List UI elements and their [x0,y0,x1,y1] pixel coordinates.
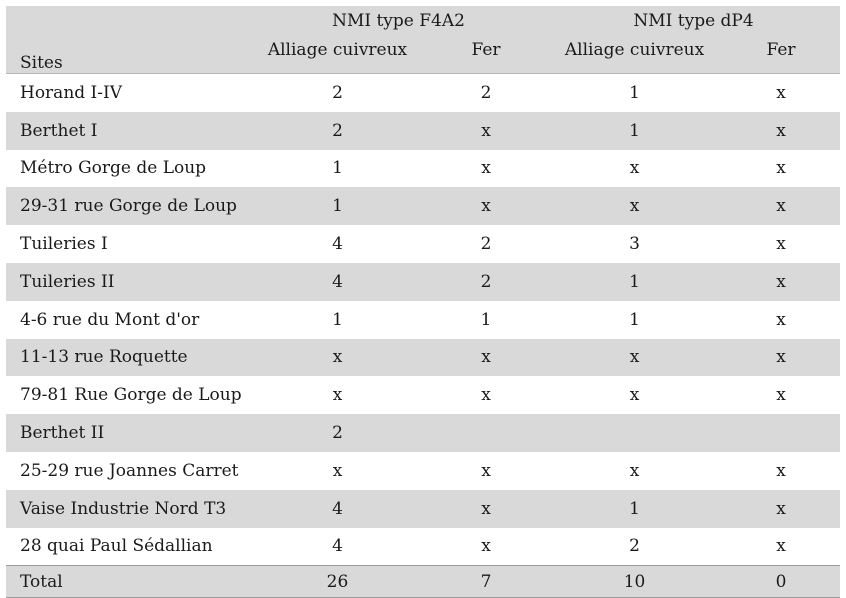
alliage-dp4-cell: 1 [629,271,640,292]
group-header-dp4: NMI type dP4 [633,11,754,31]
alliage-dp4-cell: 3 [629,234,640,255]
site-cell: Berthet II [20,423,105,444]
table-header [6,6,840,74]
fer-f4a2-cell: 1 [480,309,492,330]
fer-dp4-cell: x [776,120,786,141]
alliage-f4a2-cell: x [332,460,343,481]
fer-f4a2-cell [425,414,547,452]
alliage-dp4-cell: x [629,158,640,179]
table-row [6,112,840,150]
alliage-f4a2-cell: x [332,347,343,368]
table-row [6,263,840,301]
table-row [6,339,840,377]
site-cell: Horand I-IV [6,74,250,112]
fer-f4a2-cell: x [481,347,491,368]
col-header-fer-dp4: Fer [766,40,796,60]
fer-dp4-cell: x [776,385,786,406]
sites-column-header: Sites [20,53,63,73]
alliage-dp4-cell: x [629,460,640,481]
table-row [6,490,840,528]
alliage-dp4-cell: x [629,385,640,406]
fer-f4a2-cell: x [481,498,491,519]
site-cell: Métro Gorge de Loup [20,158,207,179]
table-row [6,414,840,452]
fer-dp4-cell: x [776,271,786,292]
alliage-dp4-cell: x [629,196,640,217]
alliage-f4a2-cell: 4 [332,234,343,255]
alliage-f4a2-cell: 2 [332,423,343,444]
alliage-f4a2-cell: 2 [250,74,425,112]
total-alliage-dp4: 10 [547,566,722,598]
fer-dp4-cell: x [776,309,786,330]
fer-dp4-cell [722,414,840,452]
alliage-f4a2-cell: 1 [332,309,343,330]
site-cell: Vaise Industrie Nord T3 [20,498,227,519]
fer-dp4-cell: x [776,158,786,179]
fer-dp4-cell: x [776,234,786,255]
fer-f4a2-cell: 2 [480,234,492,255]
site-cell: 25-29 rue Joannes Carret [20,460,239,481]
table-body [6,74,840,566]
total-alliage-f4a2: 26 [250,566,425,598]
col-header-alliage-f4a2: Alliage cuivreux [267,40,408,60]
site-cell: Tuileries I [20,234,108,255]
alliage-f4a2-cell: 2 [332,120,343,141]
alliage-dp4-cell: 1 [629,498,640,519]
fer-f4a2-cell: x [481,536,491,557]
table-row [6,376,840,414]
alliage-dp4-cell: 1 [547,74,722,112]
total-fer-f4a2: 7 [425,566,547,598]
site-cell: 28 quai Paul Sédallian [20,536,213,557]
fer-dp4-cell: x [776,536,786,557]
alliage-f4a2-cell: 4 [332,271,343,292]
fer-f4a2-cell: x [481,460,491,481]
table-row [6,187,840,225]
alliage-dp4-cell: 2 [629,536,640,557]
col-header-alliage-dp4: Alliage cuivreux [564,40,705,60]
table-row [6,150,840,188]
fer-f4a2-cell: x [481,385,491,406]
total-fer-dp4: 0 [722,566,840,598]
fer-dp4-cell: x [776,347,786,368]
fer-f4a2-cell: 2 [480,271,492,292]
alliage-dp4-cell: 1 [629,120,640,141]
fer-dp4-cell: x [776,498,786,519]
site-cell: 29-31 rue Gorge de Loup [20,196,237,217]
table-row [6,225,840,263]
alliage-dp4-cell: x [629,347,640,368]
group-header-f4a2: NMI type F4A2 [332,11,465,31]
fer-dp4-cell: x [776,196,786,217]
table-row [6,301,840,339]
fer-f4a2-cell: x [481,120,491,141]
nmi-sites-table [6,6,840,598]
fer-dp4-cell: x [776,460,786,481]
table-row [6,528,840,566]
total-row [6,566,840,598]
alliage-f4a2-cell: 1 [332,196,343,217]
table-row [6,452,840,490]
fer-f4a2-cell: 2 [425,74,547,112]
alliage-f4a2-cell: 1 [332,158,343,179]
fer-f4a2-cell: x [481,196,491,217]
site-cell: 4-6 rue du Mont d'or [20,309,200,330]
alliage-f4a2-cell: x [332,385,343,406]
alliage-f4a2-cell: 4 [332,498,343,519]
fer-dp4-cell: x [722,74,840,112]
site-cell: Berthet I [20,120,98,141]
total-label: Total [6,566,250,598]
site-cell: Tuileries II [20,271,115,292]
fer-f4a2-cell: x [481,158,491,179]
alliage-f4a2-cell: 4 [332,536,343,557]
table-row [6,74,840,112]
site-cell: 79-81 Rue Gorge de Loup [20,385,242,406]
alliage-dp4-cell [547,414,722,452]
alliage-dp4-cell: 1 [629,309,640,330]
col-header-fer-f4a2: Fer [471,40,501,60]
site-cell: 11-13 rue Roquette [20,347,188,368]
data-table-container [6,6,840,594]
